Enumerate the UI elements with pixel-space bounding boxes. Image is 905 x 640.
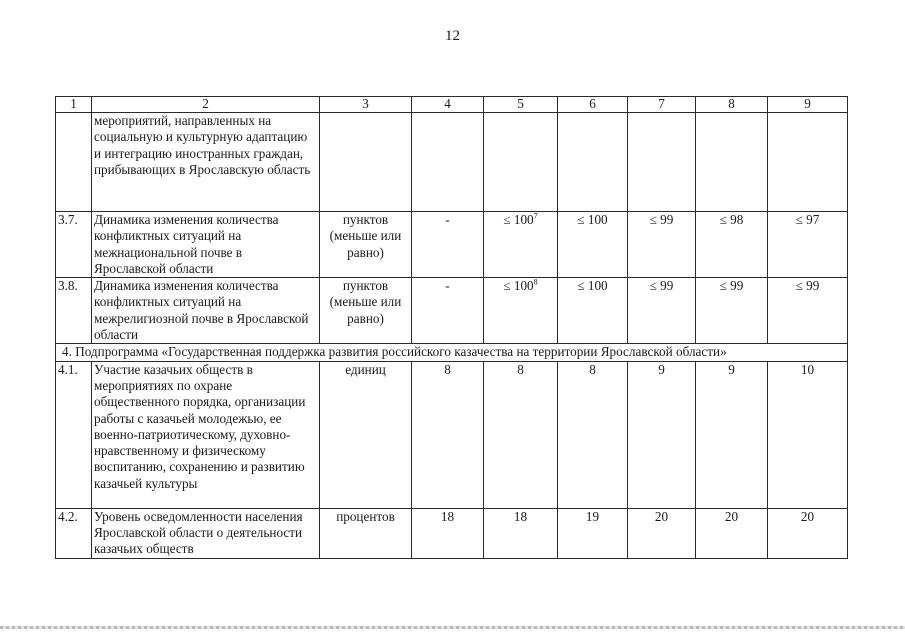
row-number bbox=[56, 113, 92, 212]
table-row bbox=[56, 278, 848, 344]
value-col9: 10 bbox=[768, 361, 848, 508]
footnote-ref: 7 bbox=[533, 211, 538, 221]
value-col9: ≤ 97 bbox=[768, 212, 848, 278]
value-col4: - bbox=[412, 278, 484, 344]
column-number: 8 bbox=[696, 97, 768, 113]
value-col9: 20 bbox=[768, 508, 848, 558]
value-col4: - bbox=[412, 212, 484, 278]
value-col8: 20 bbox=[696, 508, 768, 558]
table-row bbox=[56, 113, 848, 212]
value-col6 bbox=[558, 113, 628, 212]
column-number: 1 bbox=[56, 97, 92, 113]
unit: единиц bbox=[320, 361, 412, 508]
value-col8: ≤ 99 bbox=[696, 278, 768, 344]
value-col4 bbox=[412, 113, 484, 212]
value-col7: 20 bbox=[628, 508, 696, 558]
unit: пунктов (меньше или равно) bbox=[320, 278, 412, 344]
column-number: 6 bbox=[558, 97, 628, 113]
value-col5: ≤ $100^7$ bbox=[484, 212, 558, 278]
value-col6: 19 bbox=[558, 508, 628, 558]
unit: пунктов (меньше или равно) bbox=[320, 212, 412, 278]
column-number: 3 bbox=[320, 97, 412, 113]
column-number: 7 bbox=[628, 97, 696, 113]
value-col7: 9 bbox=[628, 361, 696, 508]
indicator-name: мероприятий, направленных на социальную и культурную адаптацию и интеграцию иностранных граждан, прибывающих в Ярославскую область bbox=[92, 113, 320, 212]
unit: процентов bbox=[320, 508, 412, 558]
table-row bbox=[56, 508, 848, 558]
scan-artifact-line bbox=[0, 626, 905, 629]
value-col8: ≤ 98 bbox=[696, 212, 768, 278]
indicator-name: Участие казачьих обществ в мероприятиях по охране общественного порядка, организации работы с казачьей молодежью, ее военно-патриотическому, духовно-нравственному и физическому воспитанию, сохранению и развитию казачьей культуры bbox=[92, 361, 320, 508]
value-col9 bbox=[768, 113, 848, 212]
table-row bbox=[56, 212, 848, 278]
indicator-name: Динамика изменения количества конфликтных ситуаций на межрелигиозной почве в Ярославской области bbox=[92, 278, 320, 344]
value-col6: 8 bbox=[558, 361, 628, 508]
column-number: 9 bbox=[768, 97, 848, 113]
indicator-name: Динамика изменения количества конфликтных ситуаций на межнациональной почве в Ярославской области bbox=[92, 212, 320, 278]
column-number: 4 bbox=[412, 97, 484, 113]
value-col5: 18 bbox=[484, 508, 558, 558]
footnote-ref: 8 bbox=[533, 277, 538, 287]
section-title: 4. Подпрограмма «Государственная поддержка развития российского казачества на территории Ярославской области» bbox=[56, 344, 848, 361]
value-col7 bbox=[628, 113, 696, 212]
value-col8: 9 bbox=[696, 361, 768, 508]
table-row bbox=[56, 361, 848, 508]
table-header-row bbox=[56, 97, 848, 113]
value-col7: ≤ 99 bbox=[628, 212, 696, 278]
row-number: 3.8. bbox=[56, 278, 92, 344]
value-col5: 8 bbox=[484, 361, 558, 508]
indicators-table bbox=[55, 96, 848, 559]
value-col6: ≤ 100 bbox=[558, 278, 628, 344]
section-row bbox=[56, 344, 848, 361]
value-col4: 8 bbox=[412, 361, 484, 508]
row-number: 3.7. bbox=[56, 212, 92, 278]
indicator-name: Уровень осведомленности населения Ярославской области о деятельности казачьих обществ bbox=[92, 508, 320, 558]
value-col8 bbox=[696, 113, 768, 212]
value-col5: ≤ $100^8$ bbox=[484, 278, 558, 344]
page-number: 12 bbox=[445, 28, 460, 44]
row-number: 4.2. bbox=[56, 508, 92, 558]
value-col5 bbox=[484, 113, 558, 212]
column-number: 2 bbox=[92, 97, 320, 113]
value-col6: ≤ 100 bbox=[558, 212, 628, 278]
value-col7: ≤ 99 bbox=[628, 278, 696, 344]
column-number: 5 bbox=[484, 97, 558, 113]
value-col9: ≤ 99 bbox=[768, 278, 848, 344]
row-number: 4.1. bbox=[56, 361, 92, 508]
value-col4: 18 bbox=[412, 508, 484, 558]
unit bbox=[320, 113, 412, 212]
